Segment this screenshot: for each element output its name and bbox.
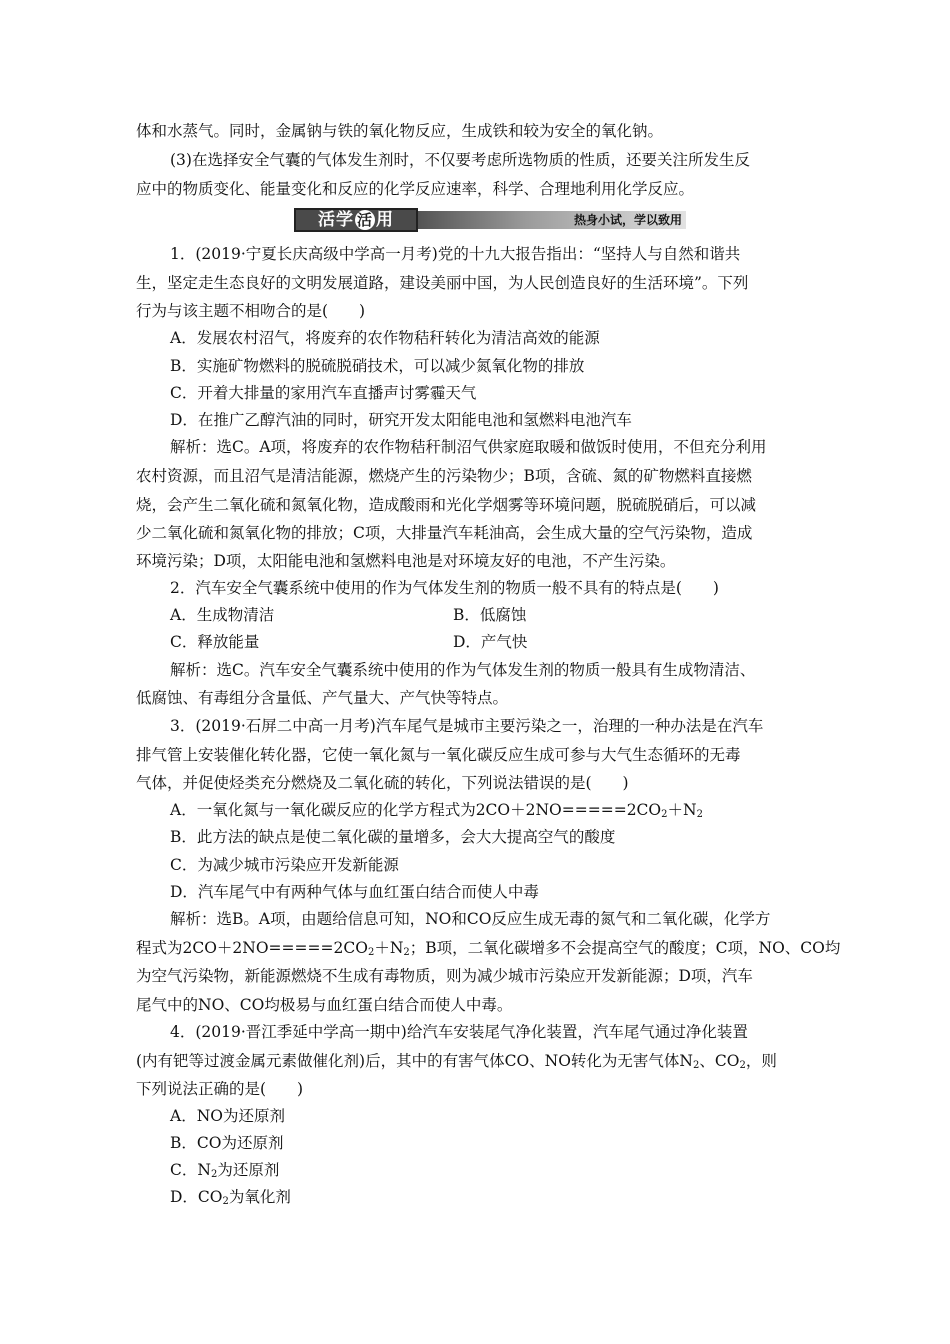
q3-option-d: D．汽车尾气中有两种气体与血红蛋白结合而使人中毒 <box>170 883 539 901</box>
banner-slogan: 热身小试，学以致用 <box>573 213 682 227</box>
q4-option-d <box>170 1187 850 1207</box>
q4-stem-2-text-2: 、CO <box>699 1052 740 1070</box>
q3-stem-1: 3．(2019·石屏二中高一月考)汽车尾气是城市主要污染之一，治理的一种办法是在汽车 <box>170 717 764 735</box>
q4-stem-2-text: (内有钯等过渡金属元素做催化剂)后，其中的有害气体CO、NO转化为无害气体N <box>136 1052 693 1070</box>
q3-option-a-sub-2: 2 <box>696 809 703 820</box>
q4-option-d-text: D．CO <box>170 1188 223 1206</box>
q4-option-c-sub: 2 <box>210 1169 218 1180</box>
intro-line-1: 体和水蒸气。同时，金属钠与铁的氧化物反应，生成铁和较为安全的氧化钠。 <box>136 122 664 140</box>
q3-solution-2-text: 程式为2CO＋2NO=====2CO <box>136 939 368 957</box>
q2-option-c: C．释放能量 <box>170 633 260 651</box>
q1-option-d: D．在推广乙醇汽油的同时，研究开发太阳能电池和氢燃料电池汽车 <box>170 411 632 429</box>
q1-option-b: B．实施矿物燃料的脱硫脱硝技术，可以减少氮氧化物的排放 <box>170 357 585 375</box>
intro-line-2: (3)在选择安全气囊的气体发生剂时，不仅要考虑所选物质的性质，还要关注所发生反 <box>170 151 750 169</box>
q1-stem-3: 行为与该主题不相吻合的是( ) <box>136 302 366 320</box>
section-banner <box>294 208 686 232</box>
q4-stem-2-sub-2: 2 <box>739 1060 746 1071</box>
q3-solution-2 <box>136 938 841 958</box>
q1-solution-5: 环境污染；D项，太阳能电池和氢燃料电池是对环境友好的电池，不产生污染。 <box>136 552 676 570</box>
q3-option-a-sub: 2 <box>661 809 668 820</box>
q4-option-c <box>170 1160 850 1180</box>
q4-stem-2-text-3: ，则 <box>745 1052 777 1070</box>
q2-option-d: D．产气快 <box>453 633 528 651</box>
q2-options-row-1 <box>170 605 850 625</box>
q4-option-c-text: C．N <box>170 1161 211 1179</box>
intro-line-3: 应中的物质变化、能量变化和反应的化学反应速率，科学、合理地利用化学反应。 <box>136 180 695 198</box>
q2-option-b: B．低腐蚀 <box>453 606 527 624</box>
q1-solution-3: 烧，会产生二氧化硫和氮氧化物，造成酸雨和光化学烟雾等环境问题，脱硫脱硝后，可以减 <box>136 496 757 514</box>
q4-option-b: B．CO为还原剂 <box>170 1134 284 1152</box>
q3-solution-2-sub: 2 <box>367 947 375 958</box>
q4-option-c-text-2: 为还原剂 <box>217 1161 280 1179</box>
q1-solution-1: 解析：选C。A项，将废弃的农作物秸秆制沼气供家庭取暖和做饭时使用，不但充分利用 <box>170 438 767 456</box>
q4-option-a: A．NO为还原剂 <box>170 1107 285 1125</box>
q4-stem-2-sub: 2 <box>693 1060 700 1071</box>
q3-option-a-text: A．一氧化氮与一氧化碳反应的化学方程式为2CO＋2NO=====2CO <box>170 801 662 819</box>
banner-title-part-3: 用 <box>376 210 394 230</box>
q3-option-a <box>170 800 850 820</box>
q2-stem: 2．汽车安全气囊系统中使用的作为气体发生剂的物质一般不具有的特点是( ) <box>170 579 719 597</box>
q4-stem-2 <box>136 1051 816 1071</box>
q4-option-d-text-2: 为氧化剂 <box>228 1188 291 1206</box>
q2-solution-2: 低腐蚀、有毒组分含量低、产气量大、产气快等特点。 <box>136 689 509 707</box>
q3-stem-3: 气体，并促使烃类充分燃烧及二氧化硫的转化，下列说法错误的是( ) <box>136 774 629 792</box>
banner-title-part-1: 活学 <box>318 210 354 230</box>
banner-title <box>294 208 418 232</box>
q2-solution-1: 解析：选C。汽车安全气囊系统中使用的作为气体发生剂的物质一般具有生成物清洁、 <box>170 661 756 679</box>
banner-title-circle: 活 <box>356 211 373 229</box>
q4-stem-3: 下列说法正确的是( ) <box>136 1080 304 1098</box>
q2-option-a: A．生成物清洁 <box>170 606 275 624</box>
q3-option-c: C．为减少城市污染应开发新能源 <box>170 856 399 874</box>
q3-solution-4: 尾气中的NO、CO均极易与血红蛋白结合而使人中毒。 <box>136 996 513 1014</box>
q1-option-c: C．开着大排量的家用汽车直播声讨雾霾天气 <box>170 384 477 402</box>
q4-stem-1: 4．(2019·晋江季延中学高一期中)给汽车安装尾气净化装置，汽车尾气通过净化装置 <box>170 1023 748 1041</box>
q4-option-d-sub: 2 <box>222 1196 229 1207</box>
q1-solution-2: 农村资源，而且沼气是清洁能源，燃烧产生的污染物少；B项，含硫、氮的矿物燃料直接燃 <box>136 467 752 485</box>
q3-solution-2-text-3: ；B项，二氧化碳增多不会提高空气的酸度；C项，NO、CO均 <box>409 939 841 957</box>
q3-solution-1: 解析：选B。A项，由题给信息可知，NO和CO反应生成无毒的氮气和二氧化碳，化学方 <box>170 910 771 928</box>
q3-option-b: B．此方法的缺点是使二氧化碳的量增多，会大大提高空气的酸度 <box>170 828 616 846</box>
q3-stem-2: 排气管上安装催化转化器，它使一氧化氮与一氧化碳反应生成可参与大气生态循环的无毒 <box>136 746 741 764</box>
q3-solution-2-text-2: ＋N <box>374 939 404 957</box>
q1-stem-1: 1．(2019·宁夏长庆高级中学高一月考)党的十九大报告指出：“坚持人与自然和谐共 <box>170 245 741 263</box>
q3-solution-2-sub-2: 2 <box>403 947 410 958</box>
q3-option-a-text-2: ＋N <box>667 801 697 819</box>
q2-options-row-2 <box>170 632 850 652</box>
q3-solution-3: 为空气污染物，新能源燃烧不生成有毒物质，则为减少城市污染应开发新能源；D项，汽车 <box>136 967 753 985</box>
q1-stem-2: 生，坚定走生态良好的文明发展道路，建设美丽中国，为人民创造良好的生活环境”。下列 <box>136 274 749 292</box>
q1-solution-4: 少二氧化硫和氮氧化物的排放；C项，大排量汽车耗油高，会生成大量的空气污染物，造成 <box>136 524 753 542</box>
q1-option-a: A．发展农村沼气，将废弃的农作物秸秆转化为清洁高效的能源 <box>170 329 600 347</box>
